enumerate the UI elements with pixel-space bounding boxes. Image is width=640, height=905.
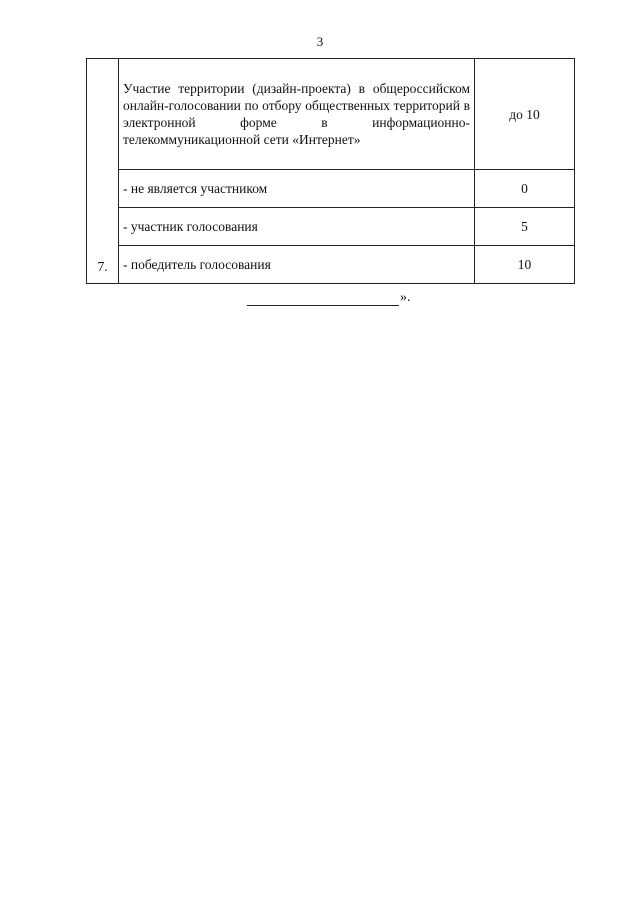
- page-number: 3: [316, 34, 324, 49]
- option-label: - победитель голосования: [119, 246, 475, 284]
- table-row-option: [87, 246, 575, 284]
- option-label: - не является участником: [119, 170, 475, 208]
- table-row-option: [87, 170, 575, 208]
- table-row-main: [87, 59, 575, 170]
- option-value: 10: [475, 246, 575, 284]
- option-value: 0: [475, 170, 575, 208]
- criterion-text: Участие территории (дизайн-проекта) в общероссийском онлайн-голосовании по отбору общественных территорий в электронной форме в информационно-телекоммуникационной сети «Интернет»: [123, 81, 470, 147]
- option-label: - участник голосования: [119, 208, 475, 246]
- closing-quote-mark: ».: [400, 290, 411, 305]
- criteria-table: [86, 58, 575, 284]
- option-value: 5: [475, 208, 575, 246]
- signature-underline: [247, 291, 399, 306]
- row-number: 7.: [87, 59, 119, 284]
- criterion-text-cell: [119, 59, 475, 170]
- closing-line: [247, 290, 411, 306]
- criterion-value: до 10: [475, 59, 575, 170]
- table-row-option: [87, 208, 575, 246]
